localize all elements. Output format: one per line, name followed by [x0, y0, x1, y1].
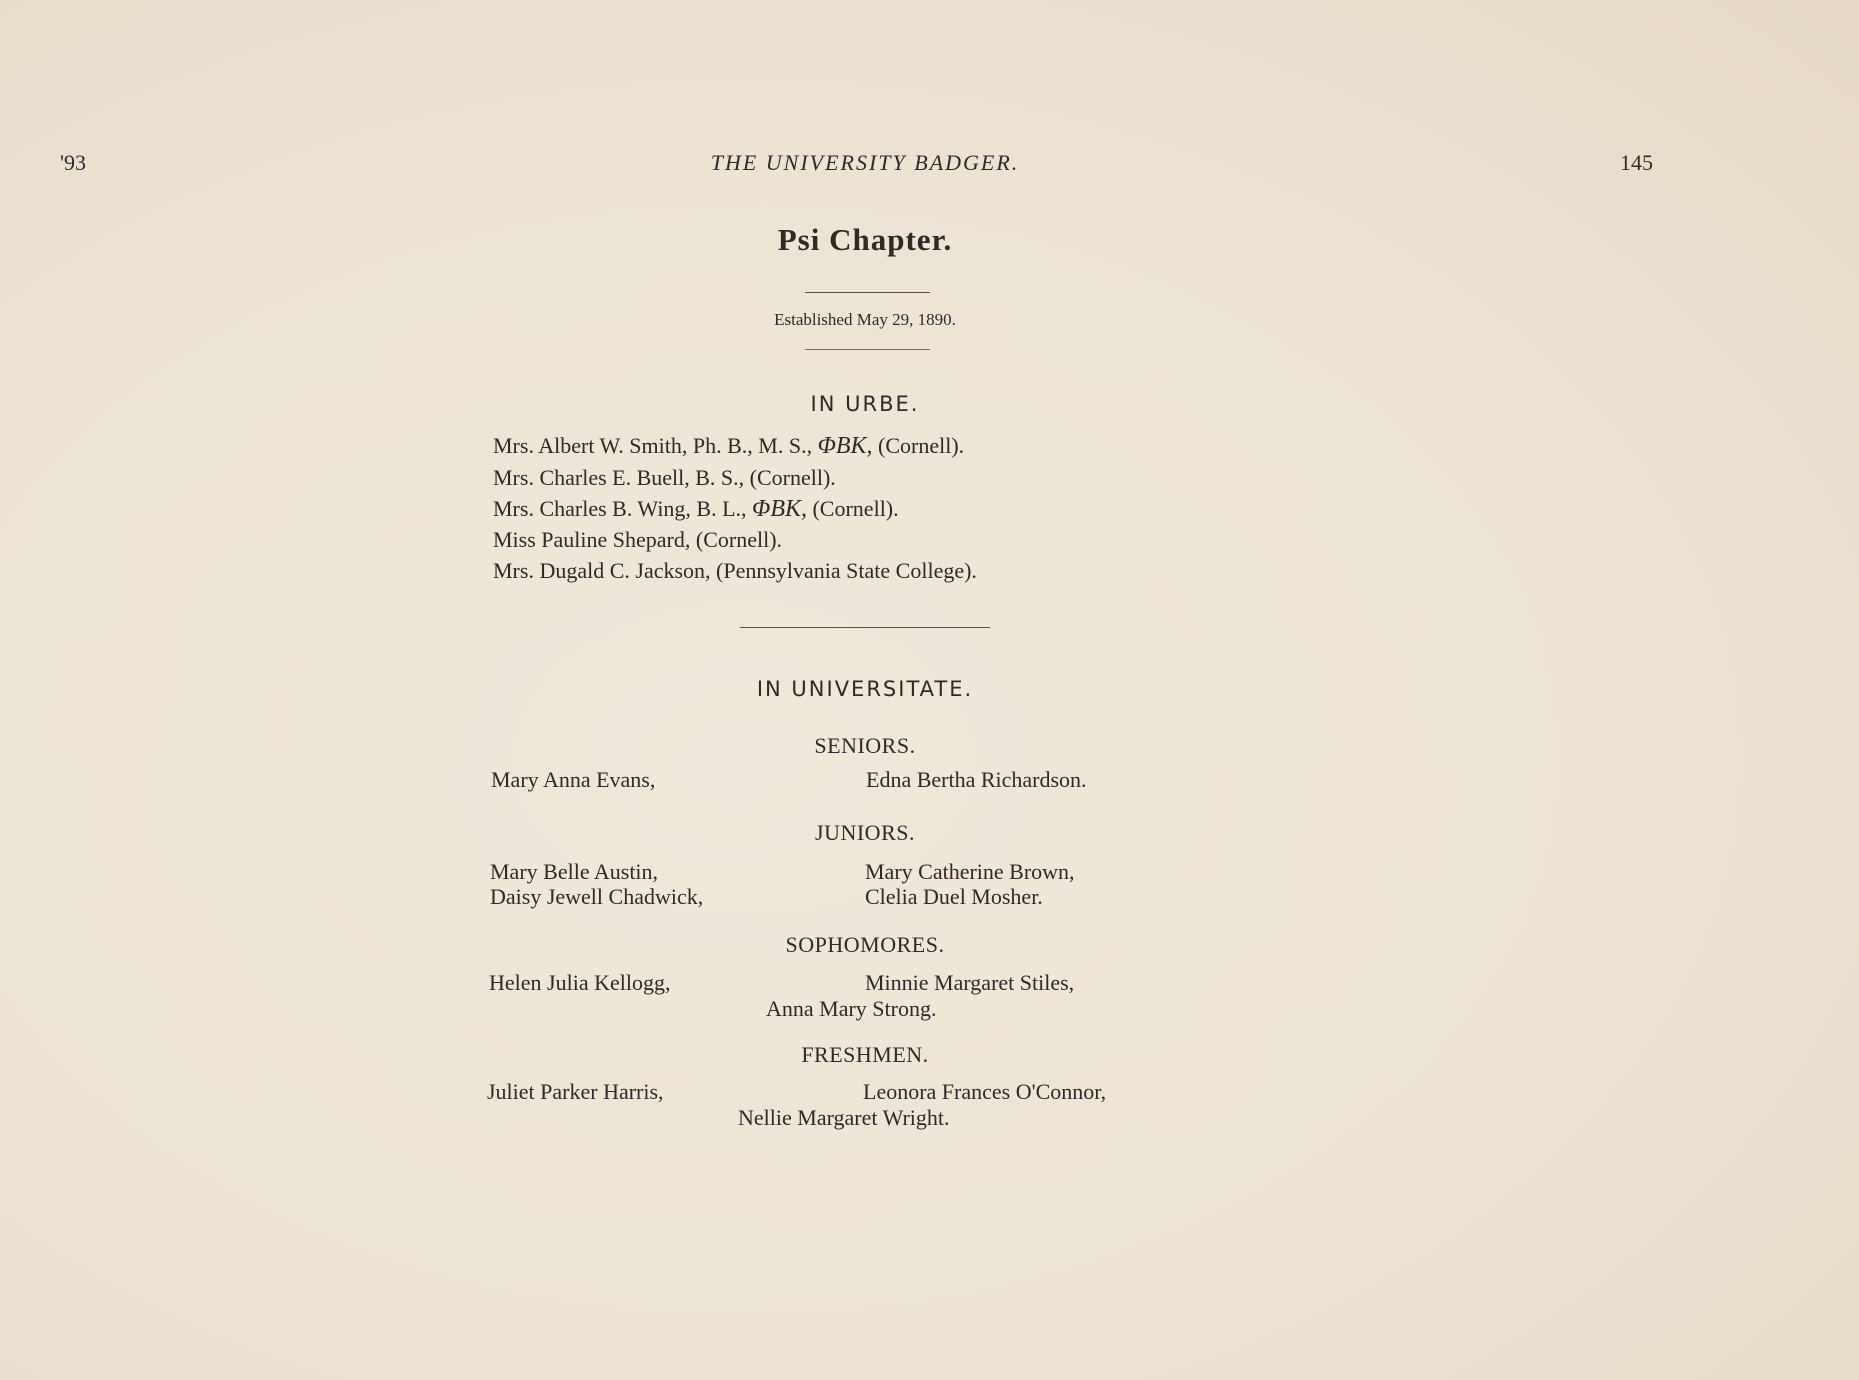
class-heading-seniors: SENIORS. — [814, 733, 916, 758]
member-name: Helen Julia Kellogg, — [489, 970, 671, 995]
class-heading-sophomores: SOPHOMORES. — [785, 932, 945, 957]
in-urbe-heading: IN URBE. — [810, 392, 920, 416]
list-item: Mrs. Charles B. Wing, B. L., ΦBK, (Cornell). — [493, 496, 899, 522]
header-year: '93 — [60, 150, 86, 175]
list-item: Mrs. Dugald C. Jackson, (Pennsylvania State College). — [493, 558, 977, 583]
class-heading-freshmen: FRESHMEN. — [801, 1042, 929, 1067]
running-title: THE UNIVERSITY BADGER. — [710, 150, 1020, 175]
member-name: Clelia Duel Mosher. — [865, 884, 1043, 909]
member-name: Mary Belle Austin, — [490, 859, 659, 884]
class-heading-juniors: JUNIORS. — [815, 820, 915, 845]
member-name: Edna Bertha Richardson. — [866, 767, 1087, 792]
divider — [805, 349, 930, 350]
page-number: 145 — [1620, 150, 1653, 175]
divider — [740, 627, 990, 628]
list-item: Mrs. Charles E. Buell, B. S., (Cornell). — [493, 465, 836, 490]
in-universitate-heading: IN UNIVERSITATE. — [756, 677, 974, 701]
list-item: Miss Pauline Shepard, (Cornell). — [493, 527, 783, 552]
divider — [805, 292, 930, 293]
member-name: Mary Anna Evans, — [491, 767, 656, 792]
chapter-title: Psi Chapter. — [777, 222, 953, 257]
established-date: Established May 29, 1890. — [774, 310, 956, 329]
member-name: Juliet Parker Harris, — [487, 1079, 664, 1104]
member-name: Mary Catherine Brown, — [865, 859, 1075, 884]
member-name: Daisy Jewell Chadwick, — [490, 884, 704, 909]
member-name: Minnie Margaret Stiles, — [865, 970, 1075, 995]
list-item: Mrs. Albert W. Smith, Ph. B., M. S., ΦBK, (Cornell). — [493, 433, 965, 459]
member-name: Anna Mary Strong. — [766, 996, 937, 1021]
member-name: Leonora Frances O'Connor, — [863, 1079, 1107, 1104]
member-name: Nellie Margaret Wright. — [738, 1105, 950, 1130]
